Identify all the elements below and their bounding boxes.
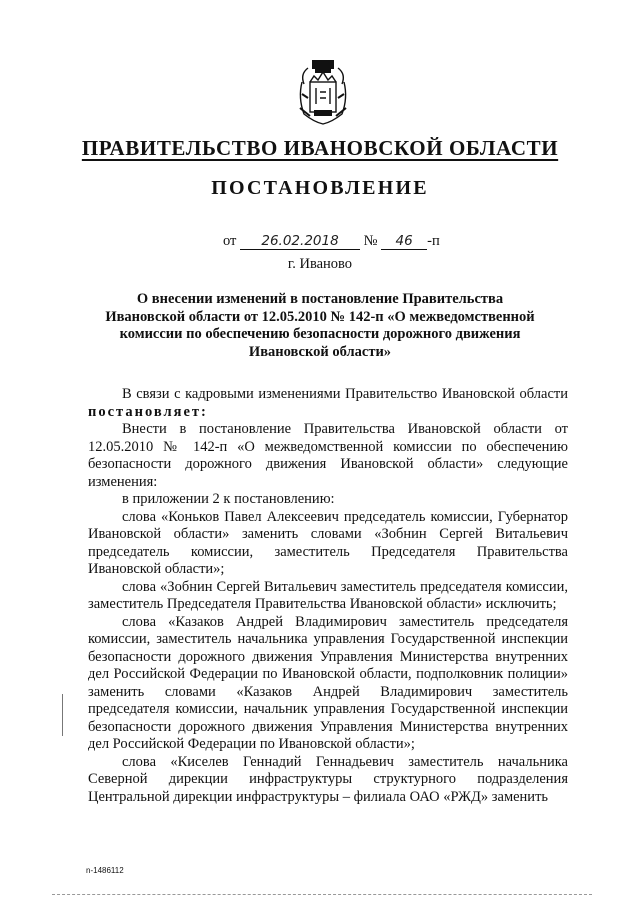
government-title: ПРАВИТЕЛЬСТВО ИВАНОВСКОЙ ОБЛАСТИ xyxy=(81,136,559,160)
paragraph: слова «Казаков Андрей Владимирович заместитель председателя комиссии, заместитель начальника управления Государственной инспекции безопасности дорожного движения Управления Министерства внутренних дел Российской Федерации по Ивановской области, подполковник полиции» заменить словами «Казаков Андрей Владимирович заместитель председателя комиссии, начальник управления Государственной инспекции безопасности дорожного движения Управления Министерства внутренних дел Российской Федерации по Ивановской области»; xyxy=(88,613,568,752)
paragraph: в приложении 2 к постановлению: xyxy=(122,491,335,507)
number-prefix: № xyxy=(363,233,378,249)
margin-mark xyxy=(62,694,63,736)
document-body xyxy=(88,386,568,806)
scan-edge xyxy=(52,894,592,895)
document-subject: О внесении изменений в постановление Правительства Ивановской области от 12.05.2010 № 142-п «О межведомственной комиссии по обеспечению безопасности дорожного движения Ивановской области» xyxy=(105,291,535,360)
paragraph: слова «Коньков Павел Алексеевич председатель комиссии, Губернатор Ивановской области» заменить словами «Зобнин Сергей Витальевич председатель комиссии, заместитель Председателя Правительства Ивановской области»; xyxy=(88,508,568,577)
number-field: 46 xyxy=(381,233,427,250)
paragraph: слова «Зобнин Сергей Витальевич заместитель председателя комиссии, заместитель Председателя Правительства Ивановской области» исключить; xyxy=(88,578,568,612)
paragraph xyxy=(88,386,568,421)
date-field: 26.02.2018 xyxy=(240,233,360,250)
city: г. Иваново xyxy=(287,256,353,272)
decree-word: постановляет: xyxy=(88,403,208,420)
footer-code: n-1486112 xyxy=(86,866,124,875)
coat-of-arms-icon xyxy=(296,58,350,126)
paragraph: Внести в постановление Правительства Ивановской области от 12.05.2010 № 142-п «О межведомственной комиссии по обеспечению безопасности дорожного движения Ивановской области» следующие изменения: xyxy=(88,421,568,490)
date-prefix: от xyxy=(223,233,237,249)
date-number-line xyxy=(223,233,440,250)
number-suffix: -п xyxy=(427,233,440,249)
paragraph-text: В связи с кадровыми изменениями Правительство Ивановской области xyxy=(122,386,568,402)
document-type: ПОСТАНОВЛЕНИЕ xyxy=(211,177,429,199)
paragraph: слова «Киселев Геннадий Геннадьевич заместитель начальника Северной дирекции инфраструктуры структурного подразделения Центральной дирекции инфраструктуры – филиала ОАО «РЖД» заменить xyxy=(88,753,568,805)
